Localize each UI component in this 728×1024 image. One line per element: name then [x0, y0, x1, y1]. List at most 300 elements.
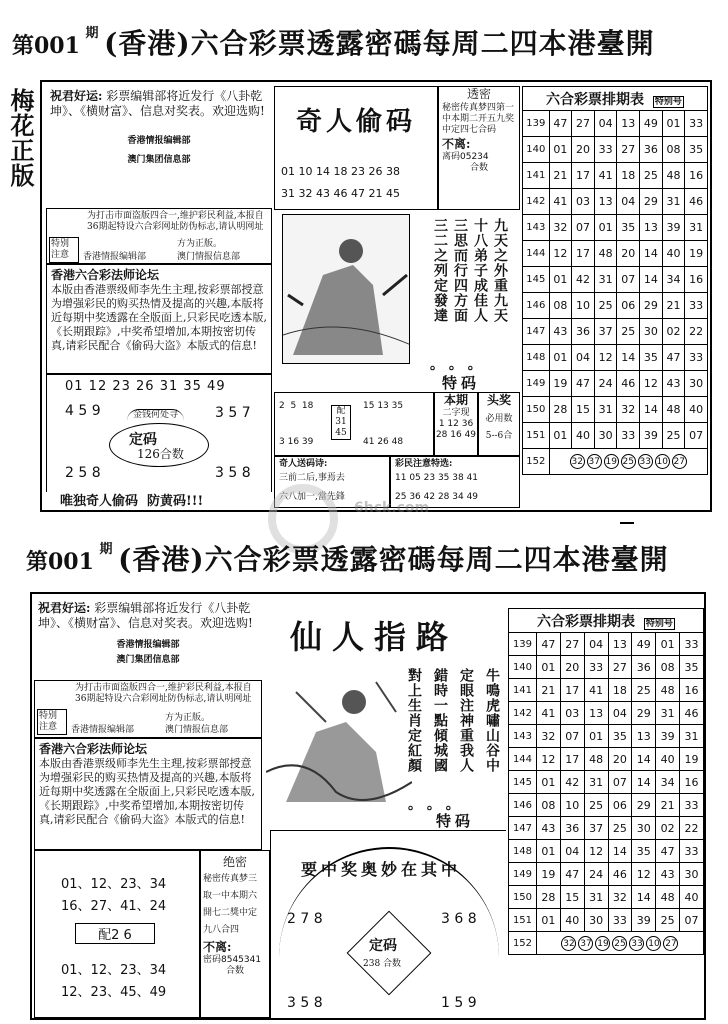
table-row: [523, 371, 708, 397]
secret-body: 秘密传真梦四第一中本期二开五九奖中定四七合码: [442, 103, 515, 135]
number-cell: 14: [632, 748, 656, 771]
number-cell: 25: [584, 794, 608, 817]
number-cell: 01: [536, 771, 560, 794]
number-cell: 32: [608, 886, 632, 909]
schedule-table-2: [508, 608, 704, 955]
qiren-l1: 三前二后,事焉去: [279, 473, 345, 483]
table-row: [509, 886, 704, 909]
number-cell: 35: [680, 656, 704, 679]
number-cell: 29: [632, 794, 656, 817]
table-row: [523, 163, 708, 189]
number-cell: 49: [632, 633, 656, 656]
mini-box-pair: 配 31 45: [331, 405, 351, 440]
ring-br: 3 5 8: [215, 465, 251, 481]
number-cell: 39: [640, 423, 663, 449]
number-cell: 40: [560, 909, 584, 932]
number-cell: 07: [685, 423, 708, 449]
issue-cell: 139: [509, 633, 537, 656]
number-cell: 04: [608, 702, 632, 725]
nums-pair: 配2 6: [75, 923, 155, 944]
number-cell: 48: [656, 886, 680, 909]
qiren-title: 奇人送码诗:: [279, 459, 328, 469]
page-title: (香港)六合彩票透露密碼每周二四本港臺開: [104, 27, 655, 60]
issue-cell: 146: [523, 293, 550, 319]
number-cell: 33: [685, 111, 708, 137]
number-cell: 16: [685, 163, 708, 189]
secret-l1: 秘密传真梦三: [203, 874, 258, 884]
number-cell: 04: [560, 840, 584, 863]
issue-cell: 143: [509, 725, 537, 748]
number-cell: 30: [632, 817, 656, 840]
greeting-box-2: [34, 598, 262, 676]
notice-sign-a-2: 方为正版。: [165, 713, 211, 723]
number-cell: 36: [572, 319, 595, 345]
table-title-2: 六合彩票排期表: [537, 613, 636, 630]
number-cell: 31: [584, 886, 608, 909]
number-cell: 14: [640, 397, 663, 423]
number-cell: 20: [572, 137, 595, 163]
number-cell: 30: [584, 909, 608, 932]
number-cell: 27: [572, 111, 595, 137]
number-cell: 39: [662, 215, 685, 241]
ball: 25: [612, 936, 627, 951]
secret-title: 透密: [466, 87, 491, 101]
watermark-text: 6hck.com: [354, 500, 430, 516]
ball: 37: [587, 454, 602, 469]
forum-box: [46, 264, 272, 374]
number-cell: 14: [608, 840, 632, 863]
number-cell: 24: [584, 863, 608, 886]
bottom-sheet: [30, 592, 706, 1020]
issue-cell: 143: [523, 215, 550, 241]
headline-2: 仙人指路: [290, 618, 459, 656]
poem-col-2: 十八弟子成佳人: [472, 218, 488, 323]
top-header: [12, 22, 655, 62]
notice-body: 为打击市面盗版四合一,维护彩民利益,本报自36期起特设六合彩网址防伪标志,请认明网址: [87, 211, 264, 232]
number-cell: 33: [680, 794, 704, 817]
number-cell: 33: [617, 423, 640, 449]
number-cell: 13: [608, 633, 632, 656]
number-cell: 19: [536, 863, 560, 886]
number-cell: 03: [560, 702, 584, 725]
ring-center: 定码: [129, 432, 157, 448]
poem2-col-2: 定眼注神重我人: [458, 668, 474, 773]
number-cell: 46: [685, 189, 708, 215]
benqi-box: [434, 392, 478, 456]
table-row: [523, 293, 708, 319]
schedule-table: [522, 86, 708, 475]
ring2-tl: 2 7 8: [287, 911, 323, 927]
table-row: [523, 319, 708, 345]
number-cell: 21: [656, 794, 680, 817]
greeting-title: 祝君好运:: [50, 89, 103, 103]
headline-numbers-1: 01 10 14 18 23 26 38: [281, 165, 400, 178]
number-cell: 01: [656, 633, 680, 656]
number-cell: 01: [549, 423, 572, 449]
number-cell: 25: [640, 163, 663, 189]
number-cell: 18: [608, 679, 632, 702]
number-cell: 48: [584, 748, 608, 771]
ring-arc: 金钱何处寻: [127, 409, 184, 421]
number-cell: 31: [594, 397, 617, 423]
table-row: [523, 111, 708, 137]
issue-cell: 148: [523, 345, 550, 371]
ball: 27: [663, 936, 678, 951]
number-cell: 12: [640, 371, 663, 397]
number-cell: 41: [549, 189, 572, 215]
number-cell: 08: [662, 137, 685, 163]
number-cell: 25: [594, 293, 617, 319]
number-cell: 25: [662, 423, 685, 449]
number-cell: 35: [685, 137, 708, 163]
number-cell: 12: [536, 748, 560, 771]
secret-box-2: [200, 850, 270, 1018]
number-cell: 41: [594, 163, 617, 189]
secret-nodef-tail-2: 合数: [225, 966, 244, 976]
number-cell: 49: [640, 111, 663, 137]
notice-body-2: 为打击市面盗版四合一,维护彩民利益,本报自36期起特设六合彩网址防伪标志,请认明网址: [75, 683, 252, 704]
issue-cell: 144: [509, 748, 537, 771]
table-row: [509, 679, 704, 702]
number-cell: 31: [662, 189, 685, 215]
table-tag-2: 特别号: [645, 618, 673, 629]
number-cell: 01: [536, 909, 560, 932]
issue-cell: 149: [523, 371, 550, 397]
greeting-body: 彩票编辑部将近发行《八卦乾坤》、《横财富》、信息对奖表。欢迎选购!: [50, 89, 265, 118]
number-cell: 47: [656, 840, 680, 863]
number-cell: 29: [640, 293, 663, 319]
number-cell: 31: [656, 702, 680, 725]
number-cell: 39: [632, 909, 656, 932]
number-cell: 14: [617, 345, 640, 371]
issue-cell: 140: [523, 137, 550, 163]
number-cell: 04: [617, 189, 640, 215]
number-cell: 21: [662, 293, 685, 319]
number-cell: 25: [608, 817, 632, 840]
issue-cell: 151: [523, 423, 550, 449]
table-row: [509, 702, 704, 725]
poem2-col-4: 對上生肖定紅顏: [406, 668, 422, 773]
number-cell: 30: [640, 319, 663, 345]
secret-l3: 開七二獎中定: [203, 908, 258, 918]
notice-tag: 特别注意: [49, 237, 79, 263]
number-cell: 47: [572, 371, 595, 397]
number-cell: 13: [632, 725, 656, 748]
benqi-sub: 二字现: [442, 408, 470, 418]
number-cell: 33: [594, 137, 617, 163]
issue-number: 第001: [12, 33, 80, 59]
issue-number-2: 第001: [26, 549, 94, 575]
number-cell: 20: [617, 241, 640, 267]
number-cell: 21: [536, 679, 560, 702]
notice-tag-2: 特别注意: [37, 709, 67, 735]
table-row: [509, 817, 704, 840]
slogan: 唯独奇人偷码 防黄码!!!: [60, 494, 204, 509]
number-cell: 32: [549, 215, 572, 241]
mini-l2: 3 16 39: [279, 437, 314, 447]
number-cell: 01: [549, 267, 572, 293]
number-cell: 42: [560, 771, 584, 794]
caimin-title: 彩民注意特选:: [395, 459, 453, 469]
table-row: [509, 748, 704, 771]
nums-r1: 01、12、23、34: [61, 877, 167, 892]
number-cell: 43: [536, 817, 560, 840]
headline: 奇人偷码: [295, 107, 416, 137]
number-cell: 36: [640, 137, 663, 163]
ring-tl: 4 5 9: [65, 403, 101, 419]
notice-box: [46, 208, 272, 264]
headline-numbers-2: 31 32 43 46 47 21 45: [281, 187, 400, 200]
number-cell: 37: [594, 319, 617, 345]
number-cell: 17: [572, 163, 595, 189]
number-cell: 15: [572, 397, 595, 423]
number-cell: 15: [560, 886, 584, 909]
ball: 25: [621, 454, 636, 469]
notice-sign-b-2: 香港情报编辑部: [71, 725, 135, 735]
poem2-col-1: 牛鳴虎嘯山谷中: [484, 668, 500, 773]
number-cell: 01: [536, 656, 560, 679]
number-cell: 19: [680, 748, 704, 771]
number-cell: 31: [685, 215, 708, 241]
number-cell: 25: [617, 319, 640, 345]
secret-title-2: 绝密: [222, 855, 247, 869]
number-cell: 47: [549, 111, 572, 137]
number-cell: 01: [584, 725, 608, 748]
issue-cell: 139: [523, 111, 550, 137]
caimin-l2: 25 36 42 28 34 49: [395, 492, 479, 502]
secret-l2: 取一中本期六: [203, 891, 258, 901]
number-cell: 48: [656, 679, 680, 702]
number-cell: 46: [608, 863, 632, 886]
issue-cell: 147: [509, 817, 537, 840]
number-cell: 48: [594, 241, 617, 267]
nums-box: [34, 850, 200, 1018]
forum-box-2: [34, 738, 262, 850]
greeting-sign2-2: 澳门集团信息部: [116, 655, 180, 665]
ball: 32: [570, 454, 585, 469]
caimin-l1: 11 05 23 35 38 41: [395, 473, 479, 483]
mini-box: [274, 392, 434, 456]
number-cell: 28: [536, 886, 560, 909]
greeting-title-2: 祝君好运:: [38, 601, 91, 615]
number-cell: 46: [680, 702, 704, 725]
issue-cell: 152: [509, 932, 537, 955]
number-cell: 35: [608, 725, 632, 748]
issue-cell: 141: [523, 163, 550, 189]
numbers-row: 01 12 23 26 31 35 49: [65, 379, 226, 394]
number-cell: 04: [572, 345, 595, 371]
number-cell: 01: [536, 840, 560, 863]
ball: 19: [604, 454, 619, 469]
number-cell: 12: [632, 863, 656, 886]
greeting-sign1-2: 香港情报编辑部: [116, 640, 180, 650]
ball: 33: [629, 936, 644, 951]
number-cell: 02: [656, 817, 680, 840]
table-row: [509, 794, 704, 817]
number-cell: 47: [662, 345, 685, 371]
number-cell: 40: [662, 241, 685, 267]
number-cell: 12: [594, 345, 617, 371]
number-cell: 33: [685, 345, 708, 371]
number-cell: 19: [549, 371, 572, 397]
number-cell: 42: [572, 267, 595, 293]
issue-cell: 149: [509, 863, 537, 886]
ring-tr: 3 5 7: [215, 405, 251, 421]
number-cell: 07: [617, 267, 640, 293]
number-cell: 04: [594, 111, 617, 137]
ring2-br: 1 5 9: [441, 995, 477, 1011]
number-cell: 20: [608, 748, 632, 771]
mini-r2: 41 26 48: [363, 437, 404, 447]
forum-body-2: 本版由香港票级师李先生主理,按彩票部授意为增强彩民的购买热情及提高的兴趣,本版将近每期中奖透露在全版面上,只彩民吃透本版,《长期跟踪》,中奖希望增加,本期按密切传真,请彩民配合《偷码大盗》本版式的信息!: [39, 757, 255, 826]
arc-box: [270, 830, 506, 1018]
notice-sign-a: 方为正版。: [177, 239, 223, 249]
number-cell: 34: [656, 771, 680, 794]
number-cell: 29: [640, 189, 663, 215]
forum-body: 本版由香港票级师李先生主理,按彩票部授意为增强彩民的购买热情及提高的兴趣,本版将近每期中奖透露在全版面上,只彩民吃透本版,《长期跟踪》,中奖希望增加,本期按密切传真,请彩民配合《偷码大盗》本版式的信息!: [51, 283, 267, 352]
ring2-count: 238 合数: [363, 959, 402, 969]
nums-r2: 16、27、41、24: [61, 899, 167, 914]
issue-suffix-2: 期: [99, 542, 113, 557]
number-cell: 27: [608, 656, 632, 679]
secret-nodef-title-2: 不离:: [203, 940, 232, 954]
number-cell: 37: [584, 817, 608, 840]
number-cell: 24: [594, 371, 617, 397]
issue-cell: 142: [509, 702, 537, 725]
number-cell: 07: [608, 771, 632, 794]
table-row: [509, 863, 704, 886]
number-cell: 25: [632, 679, 656, 702]
issue-suffix: 期: [85, 26, 99, 41]
warrior-illustration: [282, 214, 410, 364]
number-cell: 41: [536, 702, 560, 725]
sage-illustration: [266, 662, 412, 812]
nums-r3: 01、12、23、34: [61, 963, 167, 978]
notice-sign-b: 香港情报编辑部: [83, 252, 147, 262]
number-cell: 25: [656, 909, 680, 932]
number-cell: 14: [632, 771, 656, 794]
number-cell: 43: [656, 863, 680, 886]
poem-marks: 。 。 。: [430, 357, 482, 373]
table-tag: 特别号: [654, 96, 682, 107]
number-cell: 13: [640, 215, 663, 241]
poem2-col-3: 錯時一點傾城國: [432, 668, 448, 773]
divider: [620, 522, 634, 524]
table-row: [523, 345, 708, 371]
notice-sign-c-2: 澳门情报信息部: [165, 725, 229, 735]
number-cell: 47: [560, 863, 584, 886]
table-row: [523, 189, 708, 215]
number-cell: 35: [640, 345, 663, 371]
number-cell: 01: [549, 137, 572, 163]
issue-cell: 146: [509, 794, 537, 817]
table-row: [509, 840, 704, 863]
secret-nodef-tail: 合数: [469, 163, 488, 173]
number-cell: 12: [549, 241, 572, 267]
number-cell: 43: [662, 371, 685, 397]
number-cell: 04: [584, 633, 608, 656]
table-row: [509, 909, 704, 932]
table-row: [523, 423, 708, 449]
secret-nodef: 离码05234: [442, 152, 489, 162]
number-cell: 08: [549, 293, 572, 319]
issue-cell: 148: [509, 840, 537, 863]
issue-cell: 150: [509, 886, 537, 909]
ball: 19: [595, 936, 610, 951]
toujiang-box: [478, 392, 520, 456]
number-cell: 10: [560, 794, 584, 817]
number-cell: 01: [549, 345, 572, 371]
benqi-title: 本期: [443, 393, 468, 407]
number-cell: 43: [549, 319, 572, 345]
secret-nodef-title: 不离:: [442, 137, 471, 151]
number-cell: 33: [584, 656, 608, 679]
issue-cell: 152: [523, 449, 550, 475]
greeting-box: [46, 86, 272, 208]
number-cell: 07: [680, 909, 704, 932]
mini-l1: 2 5 18: [279, 401, 314, 411]
table-row: [509, 725, 704, 748]
benqi-n2: 28 16 49: [435, 430, 477, 440]
number-cell: 30: [680, 863, 704, 886]
number-cell: 36: [632, 656, 656, 679]
ring-bl: 2 5 8: [65, 465, 101, 481]
number-cell: 27: [560, 633, 584, 656]
number-cell: 08: [656, 656, 680, 679]
number-cell: 22: [685, 319, 708, 345]
table-row-latest: [509, 932, 704, 955]
toujiang-sub: 必用数: [485, 414, 513, 424]
qiren-l2: 六八加一,當先鋒: [279, 492, 345, 502]
number-cell: 28: [549, 397, 572, 423]
arc-title: 要中奖奥妙在其中: [301, 860, 462, 879]
number-cell: 01: [594, 215, 617, 241]
number-cell: 48: [662, 163, 685, 189]
notice-sign-c: 澳门情报信息部: [177, 252, 241, 262]
number-cell: 35: [617, 215, 640, 241]
number-cell: 08: [536, 794, 560, 817]
number-cell: 12: [584, 840, 608, 863]
table-row-latest: [523, 449, 708, 475]
number-cell: 07: [572, 215, 595, 241]
tema-label: 特码: [442, 374, 481, 392]
table-row: [523, 215, 708, 241]
poem-col-3: 三思而行四方面: [452, 218, 468, 323]
toujiang-range: 5--6合: [485, 431, 513, 441]
number-cell: 35: [632, 840, 656, 863]
ball: 33: [638, 454, 653, 469]
secret-box: [438, 86, 520, 210]
number-cell: 34: [662, 267, 685, 293]
number-cell: 14: [640, 267, 663, 293]
forum-title-2: 香港六合彩法师论坛: [39, 742, 148, 756]
number-cell: 14: [640, 241, 663, 267]
ball: 10: [655, 454, 670, 469]
number-cell: 47: [536, 633, 560, 656]
issue-cell: 141: [509, 679, 537, 702]
number-cell: 20: [560, 656, 584, 679]
table-row: [509, 771, 704, 794]
number-cell: 13: [584, 702, 608, 725]
poem-col-4: 三二之列定發達: [432, 218, 448, 323]
secret-l4: 九八合四: [203, 925, 240, 935]
number-cell: 27: [617, 137, 640, 163]
issue-cell: 151: [509, 909, 537, 932]
table-row: [523, 137, 708, 163]
number-cell: 31: [680, 725, 704, 748]
number-cell: 40: [572, 423, 595, 449]
number-cell: 13: [594, 189, 617, 215]
